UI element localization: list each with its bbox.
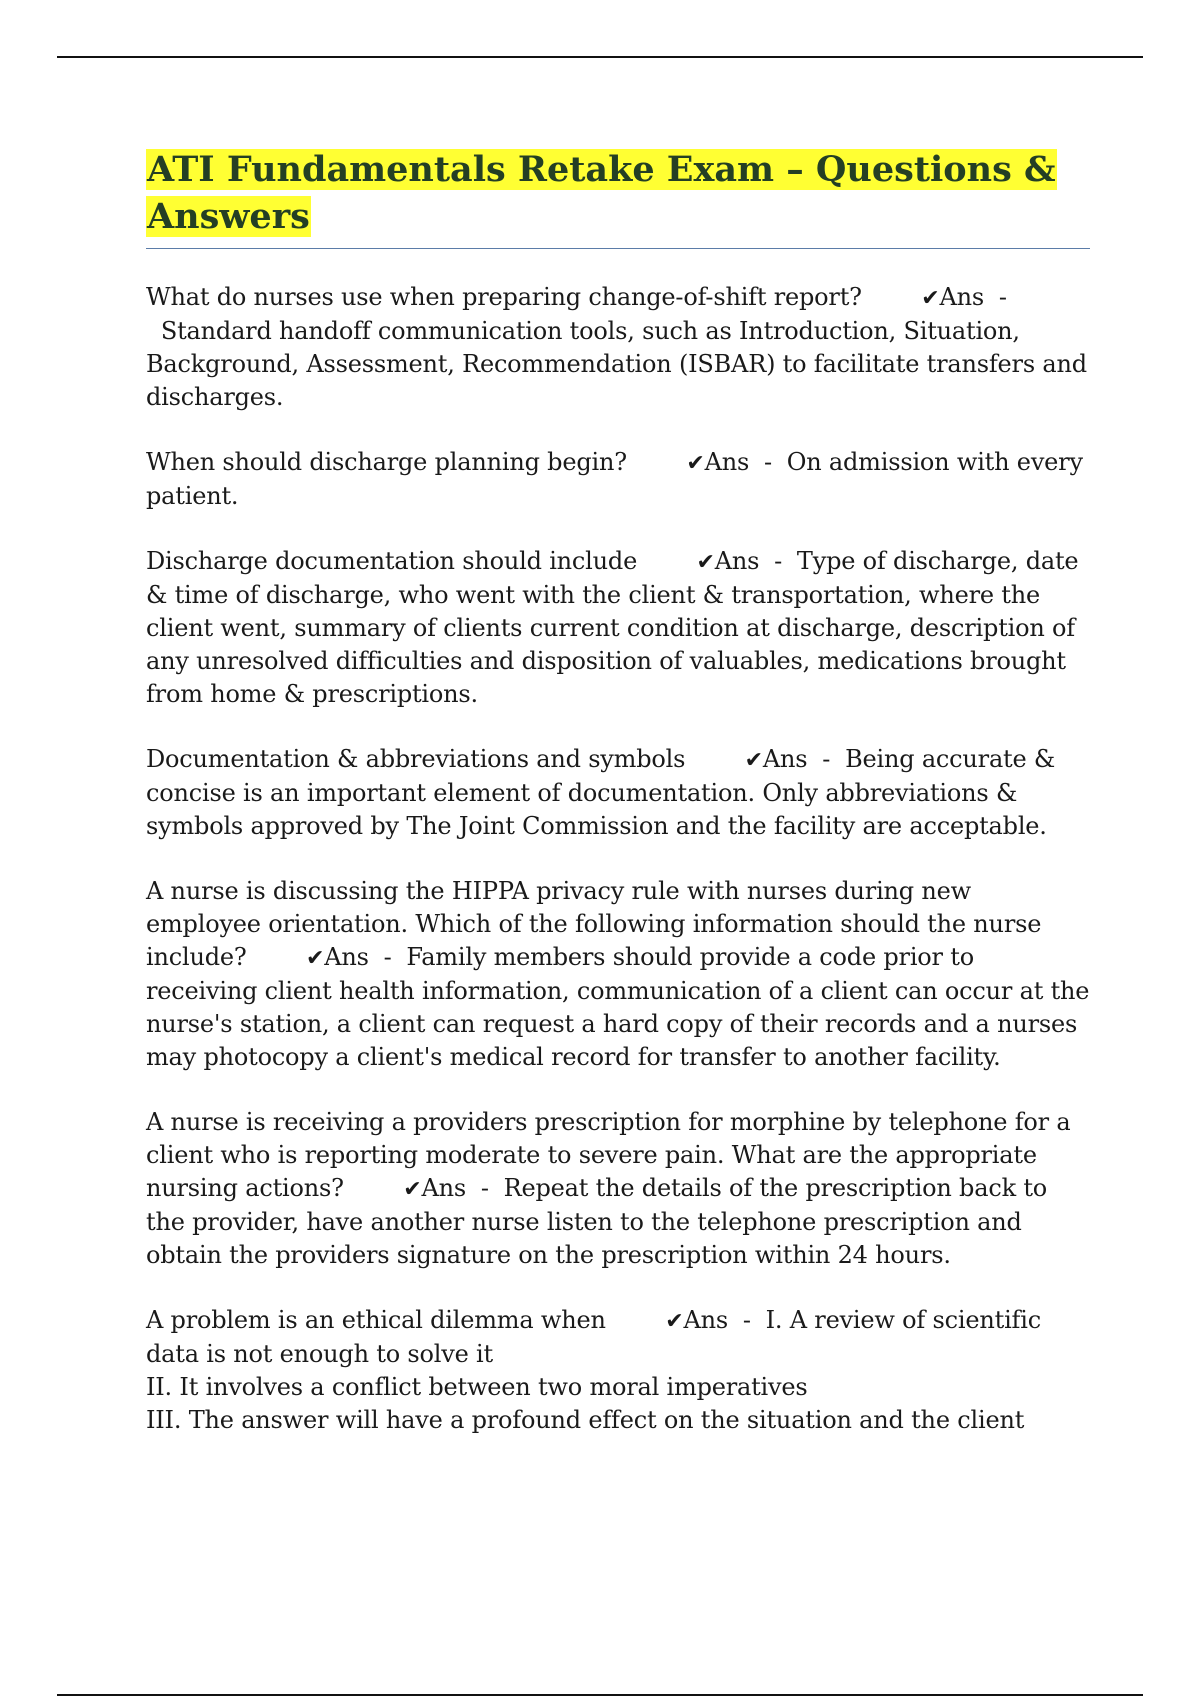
answer-text: On admission with every patient. <box>146 448 1083 510</box>
qa-item-3 <box>146 545 1090 711</box>
qa-item-1 <box>146 281 1090 414</box>
title-highlight: ATI Fundamentals Retake Exam – Questions & Answers <box>147 149 1056 237</box>
answer-line-2: II. It involves a conflict between two moral imperatives <box>146 1373 808 1401</box>
qa-item-2 <box>146 446 1090 513</box>
answer-text: Type of discharge, date & time of discharge, who went with the client & transportation, where the client went, summary of clients current condition at discharge, description of any unresolved difficulties and disposition of valuables, medications brought from home & prescriptions. <box>146 547 1079 708</box>
question-text: What do nurses use when preparing change-of-shift report? <box>146 283 862 311</box>
answer-dash: - <box>822 745 831 773</box>
checkmark-icon: ✔ <box>305 946 325 971</box>
answer-label: Ans <box>939 283 984 311</box>
checkmark-icon: ✔ <box>665 1309 684 1334</box>
checkmark-icon: ✔ <box>686 451 705 476</box>
checkmark-icon: ✔ <box>921 286 940 311</box>
answer-dash: - <box>763 448 772 476</box>
answer-label: Ans <box>704 448 750 476</box>
question-text: A problem is an ethical dilemma when <box>146 1306 606 1334</box>
qa-item-4 <box>146 743 1090 843</box>
answer-label: Ans <box>762 745 808 773</box>
answer-dash: - <box>998 283 1007 311</box>
checkmark-icon: ✔ <box>744 748 763 773</box>
question-text: Documentation & abbreviations and symbols <box>146 745 686 773</box>
answer-dash: - <box>480 1174 489 1202</box>
answer-text: Being accurate & concise is an important element of documentation. Only abbreviations & symbols approved by The Joint Commission and the facility are acceptable. <box>146 745 1056 840</box>
question-text: When should discharge planning begin? <box>146 448 627 476</box>
answer-text: Family members should provide a code prior to receiving client health information, communication of a client can occur at the nurse's station, a client can request a hard copy of their records and a nurses may photocopy a client's medical record for transfer to another facility. <box>146 943 1090 1071</box>
qa-item-7 <box>146 1304 1090 1437</box>
checkmark-icon: ✔ <box>696 550 715 575</box>
answer-text: Standard handoff communication tools, such as Introduction, Situation, Background, Assessment, Recommendation (ISBAR) to facilitate transfers and discharges. <box>146 317 1087 411</box>
qa-list <box>146 281 1090 1437</box>
page-top-rule <box>57 56 1143 58</box>
answer-label: Ans <box>324 943 369 971</box>
document-title <box>146 146 1090 240</box>
qa-item-6 <box>146 1106 1090 1272</box>
answer-label: Ans <box>714 547 760 575</box>
answer-dash: - <box>774 547 783 575</box>
answer-label: Ans <box>421 1174 466 1202</box>
answer-dash: - <box>383 943 392 971</box>
answer-dash: - <box>742 1306 751 1334</box>
page-bottom-rule <box>57 1694 1143 1696</box>
checkmark-icon: ✔ <box>403 1177 422 1202</box>
question-text: Discharge documentation should include <box>146 547 638 575</box>
answer-text: Repeat the details of the prescription back to the provider, have another nurse listen to the telephone prescription and obtain the providers signature on the prescription within 24 hours. <box>146 1174 1048 1269</box>
answer-text: I. A review of scientific data is not enough to solve it <box>146 1306 1041 1368</box>
question-text: A nurse is receiving a providers prescription for morphine by telephone for a client who is reporting moderate to severe pain. What are the appropriate nursing actions? <box>146 1108 1071 1202</box>
title-underline <box>146 248 1090 249</box>
document-body <box>146 146 1090 1469</box>
answer-label: Ans <box>683 1306 728 1334</box>
answer-line-3: III. The answer will have a profound effect on the situation and the client <box>146 1406 1025 1434</box>
qa-item-5 <box>146 875 1090 1074</box>
question-text: A nurse is discussing the HIPPA privacy rule with nurses during new employee orientation. Which of the following information should the nurse include? <box>146 877 1042 971</box>
